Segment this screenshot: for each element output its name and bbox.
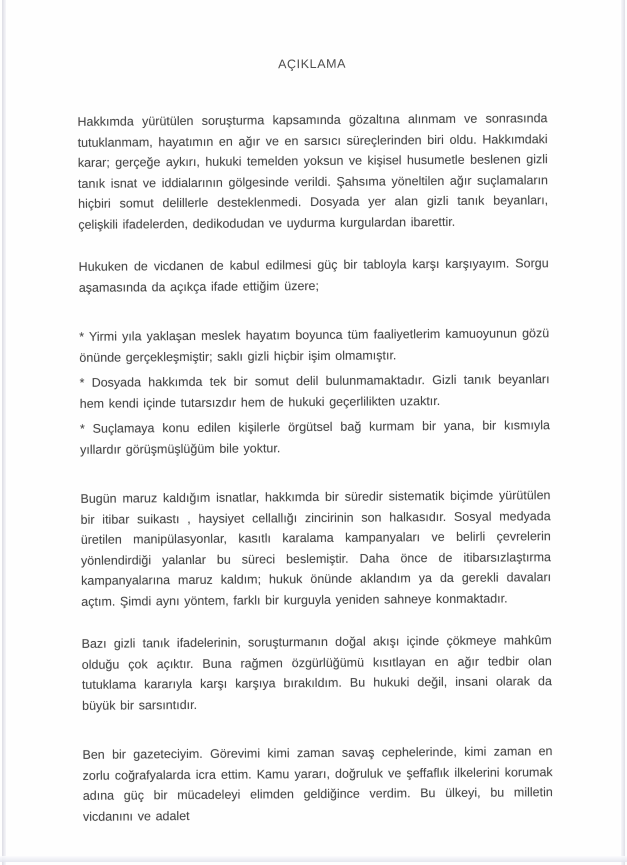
- page-edge-shadow-bottom: [0, 856, 627, 862]
- page-edge-shadow-right: [621, 0, 625, 865]
- bullet-no-organizational-ties: * Suçlamaya konu edilen kişilerle örgütsel bağ kurmam bir yana, bir kısmıyla yıllardır görüşmüşlüğüm bile yoktur.: [79, 418, 550, 457]
- bullet-career-transparency: * Yirmi yıla yaklaşan meslek hayatım boyunca tüm faaliyetlerim kamuoyunun gözü önünde gerçekleşmiştir; saklı gizli hiçbir işim olmamıştır.: [79, 326, 550, 365]
- page-title: AÇIKLAMA: [277, 56, 347, 72]
- document-page: [77, 55, 553, 827]
- paragraph-journalist-identity: Ben bir gazeteciyim. Görevimi kimi zaman savaş cephelerinde, kimi zaman en zorlu coğrafyalarda icra ettim. Kamu yararı, doğruluk ve şeffaflık ilkelerini korumak adına güç bir mücadeleyi elimden geldiğince verdim. Bu ülkeyi, bu milletin vicdanını ve adalet: [82, 744, 553, 824]
- bullet-no-evidence: * Dosyada hakkımda tek bir somut delil bulunmamaktadır. Gizli tanık beyanları hem kendi içinde tutarsızdır hem de hukuki geçerlilikten uzaktır.: [79, 372, 550, 411]
- paragraph-legal-assessment: Hukuken de vicdanen de kabul edilmesi güç bir tabloyla karşı karşıyayım. Sorgu aşamasında da açıkça ifade ettiğim üzere;: [78, 256, 549, 295]
- paragraph-detention-reaction: Bazı gizli tanık ifadelerinin, soruşturmanın doğal akışı içinde çökmeye mahkûm olduğu çok açıktır. Buna rağmen özgürlüğümü kısıtlayan en ağır tedbir olan tutuklama kararıyla karşı karşıya bırakıldım. Bu hukuki değil, insani olarak da büyük bir sarsıntıdır.: [81, 633, 552, 713]
- paragraph-smear-campaign: Bugün maruz kaldığım isnatlar, hakkımda bir süredir sistematik biçimde yürütülen bir itibar suikastı , haysiyet cellallığı zincirinin son halkasıdır. Sosyal medyada üretilen manipülasyonlar, kasıtlı karalama kampanyaları ve belirli çevrelerin yönlendirdiği yalanlar bu süreci beslemiştir. Daha önce de itibarsızlaştırma kampanyalarına maruz kaldım; hukuk önünde aklandım ya da gerekli davaları açtım. Şimdi aynı yöntem, farklı bir kurguyla yeniden sahneye konmaktadır.: [80, 488, 552, 609]
- page-edge-shadow-left: [2, 0, 6, 865]
- paragraph-intro: Hakkımda yürütülen soruşturma kapsamında gözaltına alınmam ve sonrasında tutuklanmam, hayatımın en ağır ve en sarsıcı süreçlerinden biri oldu. Hakkımdaki karar; gerçeğe aykırı, hukuki temelden yoksun ve kişisel husumetle beslenen gizli tanık isnat ve iddialarının gölgesinde verildi. Şahsıma yöneltilen ağır suçlamaların hiçbiri somut delillerle desteklenmedi. Dosyada yer alan gizli tanık beyanları, çelişkili ifadelerden, dedikodudan ve uydurma kurgulardan ibarettir.: [77, 111, 549, 232]
